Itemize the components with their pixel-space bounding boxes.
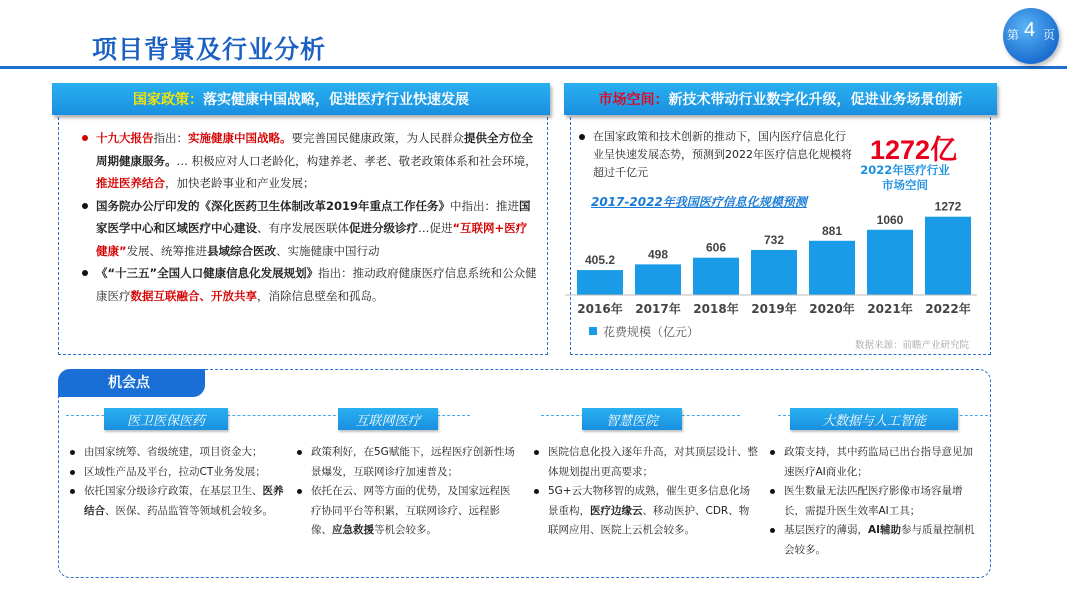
- bullet-text: 十九大报告: [96, 131, 154, 145]
- bullet-text: 依托在云、网等方面的优势，及国家远程医疗协同平台等积累，互联网诊疗、远程影像、: [311, 485, 511, 536]
- chart-bar: [577, 270, 623, 295]
- page-title: 项目背景及行业分析: [92, 35, 327, 64]
- page-number-badge: [1003, 8, 1059, 64]
- bullet-text: 国家医学中心和区域医疗中心建设: [96, 198, 531, 235]
- bullet-text: AI辅助: [868, 524, 902, 536]
- policy-heading-keyword: 国家政策：: [133, 92, 203, 108]
- legend-label: 花费规模（亿元）: [603, 325, 700, 339]
- market-bar-chart: [565, 190, 985, 350]
- x-tick-label: 2018年: [693, 302, 739, 316]
- policy-heading-text: 落实健康中国战略，促进医疗行业快速发展: [203, 92, 469, 108]
- opportunities-tab: 机会点: [58, 369, 205, 397]
- bullet-text: 政策利好，在5G赋能下，远程医疗创新性场景爆发，互联网诊疗加速普及；: [311, 446, 515, 478]
- bullet-text: ，加快老龄事业和产业发展；: [165, 176, 315, 190]
- opportunity-bullet-list: [297, 443, 515, 541]
- x-tick-label: 2022年: [925, 302, 971, 316]
- bullet-text: 中指出：推进: [450, 198, 520, 213]
- bullet-text: 要完善国民健康政策，为人民群众: [291, 131, 464, 145]
- bullet-text: 医疗边缘云: [590, 504, 643, 517]
- opportunity-bullet: [297, 482, 515, 541]
- market-intro: 在国家政策和技术创新的推动下，国内医疗信息化行业呈快速发展态势，预测到2022年医疗信息化规模将超过千亿元: [579, 128, 854, 182]
- bullet-text: 数据互联融合、开放共享: [130, 288, 257, 303]
- bullet-text: … 积极应对人口老龄化，构建养老、孝老、敬老政策体系和社会环境，: [176, 153, 537, 168]
- bullet-text: 促进分级诊疗: [349, 221, 418, 235]
- bullet-text: 指出：: [153, 131, 188, 145]
- chart-bar: [635, 264, 681, 295]
- bullet-text: 医养结合: [84, 485, 284, 517]
- market-heading-keyword: 市场空间：: [598, 92, 669, 108]
- bullet-text: 《“十三五”全国人口健康信息化发展规划》: [96, 266, 319, 280]
- bullet-text: 县域综合医改: [207, 243, 277, 258]
- opportunity-bullet-list: [70, 443, 285, 521]
- policy-bullet-list: [82, 127, 537, 307]
- bullet-text: 基层医疗的薄弱，: [784, 524, 868, 536]
- bullet-text: 区域性产品及平台，拉动CT业务发展；: [84, 465, 266, 478]
- policy-bullet: [82, 127, 537, 195]
- bullet-text: 实施健康中国战略。: [188, 131, 292, 145]
- bullet-text: “互联网+医疗健康”: [96, 221, 528, 258]
- bullet-text: 推进医养结合: [96, 176, 165, 190]
- bullet-text: 参与质量控制机会较多。: [784, 524, 975, 556]
- market-size-label-line: 市场空间: [882, 178, 928, 192]
- bullet-text: 指出：推动政府健康医疗信息系统和公众健康医疗: [96, 266, 537, 303]
- bar-value-label: 881: [821, 223, 843, 238]
- bullet-text: 政策支持，其中药监局已出台指导意见加速医疗AI商业化；: [784, 446, 973, 478]
- bar-value-label: 405.2: [584, 253, 616, 268]
- legend-swatch: [589, 327, 597, 335]
- chart-bar: [751, 250, 797, 295]
- data-source: 数据来源：前瞻产业研究院: [855, 340, 970, 351]
- chart-bar: [867, 230, 913, 295]
- opportunity-bullet: [70, 463, 285, 483]
- bullet-text: 、实施健康中国行动: [276, 243, 380, 258]
- x-tick-label: 2021年: [867, 302, 913, 316]
- opportunity-column-heading: 大数据与人工智能: [790, 408, 958, 430]
- bullet-text: ，消除信息壁垒和孤岛。: [257, 288, 384, 303]
- policy-bullet: [82, 195, 537, 263]
- opportunity-column-heading: 医卫医保医药: [104, 408, 228, 430]
- bar-value-label: 1060: [876, 212, 904, 227]
- opportunity-bullet: [534, 482, 758, 541]
- opportunity-bullet: [770, 521, 982, 560]
- x-tick-label: 2019年: [751, 302, 797, 316]
- chart-bar: [925, 217, 971, 295]
- x-tick-label: 2020年: [809, 302, 855, 316]
- opportunity-bullet: [70, 482, 285, 521]
- x-tick-label: 2017年: [635, 302, 681, 316]
- bullet-text: 、移动医护、CDR、物联网应用、医院上云机会较多。: [548, 504, 750, 536]
- page-number: 4: [1024, 19, 1036, 41]
- policy-heading: [52, 83, 550, 115]
- opportunity-bullet: [770, 443, 982, 482]
- policy-bullet: [82, 262, 537, 307]
- chart-bar: [693, 258, 739, 295]
- market-heading-text: 新技术带动行业数字化升级，促进业务场景创新: [668, 92, 963, 108]
- opportunity-bullet: [534, 443, 758, 482]
- bar-value-label: 732: [763, 232, 785, 247]
- bullet-text: 医院信息化投入逐年升高，对其顶层设计、整体规划提出更高要求；: [548, 446, 758, 478]
- page-prefix: 第: [1007, 28, 1020, 42]
- chart-bar: [809, 241, 855, 295]
- bullet-text: 、医保、药品监管等领域机会较多。: [105, 504, 273, 517]
- market-size-label-line: 2022年医疗行业: [860, 163, 950, 177]
- opportunity-bullet-list: [534, 443, 758, 541]
- opportunity-bullet-list: [770, 443, 982, 560]
- bullet-text: 提供全方位全周期健康服务。: [96, 131, 533, 168]
- bullet-text: 由国家统筹、省级统建，项目资金大；: [84, 446, 263, 458]
- bullet-text: 国务院办公厅印发的《深化医药卫生体制改革2019年重点工作任务》: [96, 198, 451, 213]
- page-suffix: 页: [1043, 28, 1056, 42]
- bullet-text: 、有序发展医联体: [257, 221, 349, 235]
- bullet-text: 医生数量无法匹配医疗影像市场容量增长，需提升医生效率AI工具；: [784, 485, 963, 517]
- bar-value-label: 606: [705, 240, 727, 255]
- opportunity-bullet: [770, 482, 982, 521]
- bullet-text: 依托国家分级诊疗政策，在基层卫生、: [84, 485, 263, 497]
- bullet-text: 5G+云大物移智的成熟，催生更多信息化场景重构，: [548, 485, 751, 517]
- chart-title: 2017-2022年我国医疗信息化规模预测: [591, 195, 807, 209]
- bar-value-label: 1272: [934, 199, 962, 214]
- opportunity-column-heading: 互联网医疗: [338, 408, 438, 430]
- market-size-label: [860, 163, 950, 193]
- bar-value-label: 498: [647, 247, 669, 262]
- opportunity-bullet: [297, 443, 515, 482]
- market-size-number: 1272亿: [870, 135, 958, 165]
- opportunity-column-heading: 智慧医院: [582, 408, 682, 430]
- opportunity-bullet: [70, 443, 285, 463]
- bullet-text: 等机会较多。: [374, 524, 437, 536]
- title-divider: [0, 66, 1067, 69]
- market-heading: [564, 83, 997, 115]
- bullet-text: …促进: [418, 221, 453, 235]
- bullet-text: 应急救援: [332, 524, 374, 536]
- bullet-text: 发展、统筹推进: [126, 243, 208, 258]
- x-tick-label: 2016年: [577, 302, 623, 316]
